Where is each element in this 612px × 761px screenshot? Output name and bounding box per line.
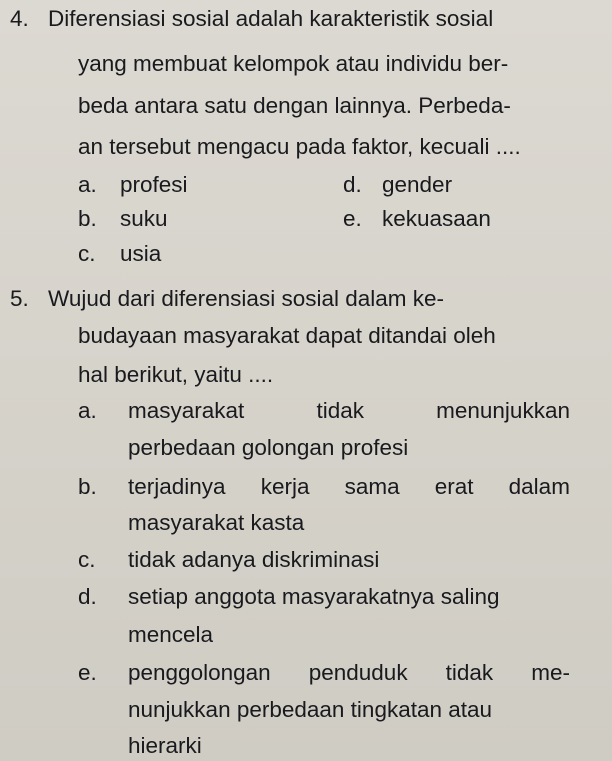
option-letter: e.	[78, 660, 97, 685]
option-text-line: masyarakat kasta	[128, 510, 305, 535]
option-word: penggolongan	[128, 660, 271, 685]
option-letter: c.	[78, 547, 96, 572]
question-number: 4.	[10, 6, 29, 31]
question-stem-line: hal berikut, yaitu ....	[78, 362, 274, 387]
option-text-line: setiap anggota masyarakatnya saling	[128, 584, 500, 609]
question-number: 5.	[10, 286, 29, 311]
option-letter: b.	[78, 474, 97, 499]
option-letter: c.	[78, 241, 96, 266]
option-text: kekuasaan	[382, 206, 491, 231]
option-text: suku	[120, 206, 168, 231]
option-letter: a.	[78, 172, 97, 197]
option-text-line	[128, 398, 570, 424]
option-text-line	[128, 474, 570, 500]
question-stem-line: beda antara satu dengan lainnya. Perbeda-	[78, 93, 511, 118]
question-stem-line: an tersebut mengacu pada faktor, kecuali ....	[78, 134, 521, 159]
option-text-line	[128, 660, 570, 686]
option-text-line: tidak adanya diskriminasi	[128, 547, 380, 572]
option-word: penduduk	[308, 660, 408, 685]
question-stem-line: Diferensiasi sosial adalah karakteristik sosial	[48, 6, 494, 31]
option-text-line: hierarki	[128, 733, 202, 758]
option-word: kerja	[260, 474, 310, 499]
option-word: sama	[344, 474, 400, 499]
question-stem-line: budayaan masyarakat dapat ditandai oleh	[78, 323, 496, 348]
question-stem-line: yang membuat kelompok atau individu ber-	[78, 51, 509, 76]
option-word: terjadinya	[128, 474, 226, 499]
option-word: masyarakat	[128, 398, 245, 423]
option-word: menunjukkan	[436, 398, 570, 423]
option-word: tidak	[316, 398, 364, 423]
option-text-line: perbedaan golongan profesi	[128, 435, 409, 460]
option-text: profesi	[120, 172, 188, 197]
option-word: dalam	[508, 474, 570, 499]
option-text-line: nunjukkan perbedaan tingkatan atau	[128, 697, 493, 722]
question-stem-line: Wujud dari diferensiasi sosial dalam ke-	[48, 286, 445, 311]
option-letter: b.	[78, 206, 97, 231]
option-word: erat	[434, 474, 474, 499]
option-text: usia	[120, 241, 162, 266]
option-letter: e.	[343, 206, 362, 231]
option-letter: d.	[343, 172, 362, 197]
option-letter: d.	[78, 584, 97, 609]
option-text-line: mencela	[128, 622, 214, 647]
option-text: gender	[382, 172, 453, 197]
option-letter: a.	[78, 398, 97, 423]
option-word: tidak	[445, 660, 494, 685]
option-word: me-	[531, 660, 570, 685]
